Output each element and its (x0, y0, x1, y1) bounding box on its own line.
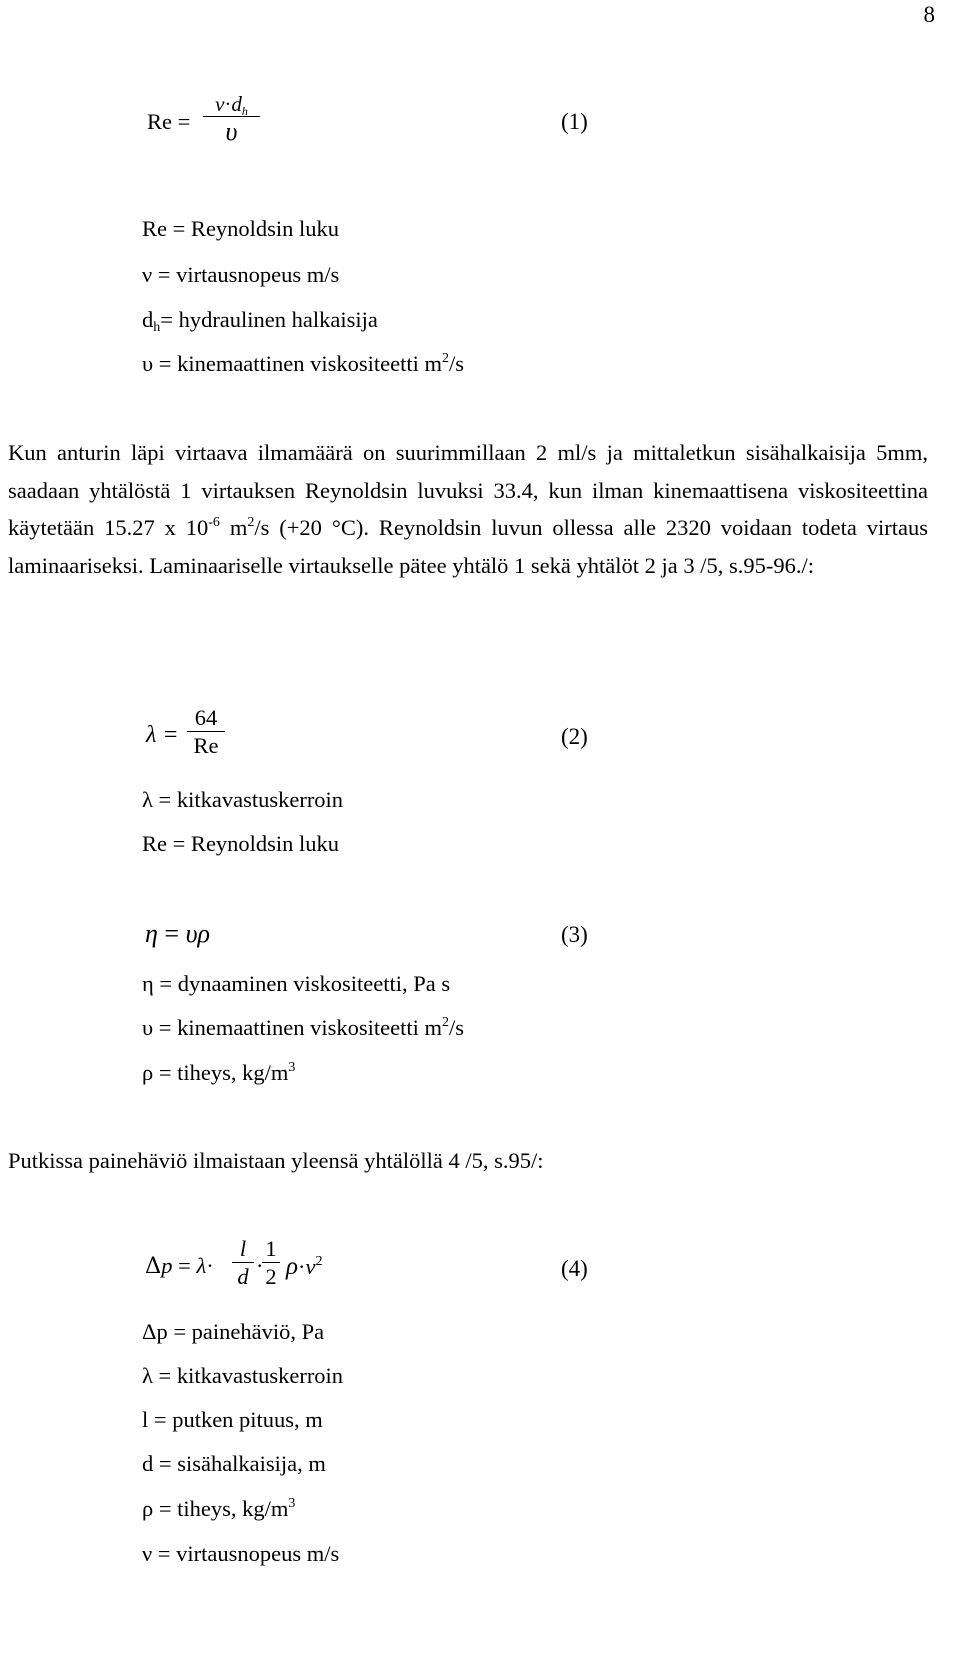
eq4-frac2-num: 1 (265, 1236, 277, 1261)
def1-hydraulic-diameter (142, 307, 378, 333)
eq4-frac1-den: d (237, 1264, 249, 1289)
def1-hd-pre: d (142, 307, 154, 332)
def4-velocity: ν = virtausnopeus m/s (142, 1541, 340, 1566)
def1-hd-sub: h (153, 320, 161, 335)
eq4-fraction-half (262, 1236, 280, 1291)
eq4-rho: ρ (286, 1253, 298, 1280)
eq3-number: (3) (561, 922, 588, 947)
eq1-fraction (203, 92, 260, 147)
def4-density (142, 1496, 295, 1522)
eq4-equals: = (178, 1253, 191, 1278)
eq4-lambda: λ (196, 1253, 207, 1278)
para1-part2: m (219, 515, 248, 540)
def1-re: Re = Reynoldsin luku (142, 216, 340, 241)
eq4-lhs (145, 1253, 214, 1279)
eq4-frac2-den: 2 (265, 1264, 277, 1289)
def4-density-sup: 3 (288, 1496, 296, 1511)
def1-hd-post: = hydraulinen halkaisija (160, 307, 378, 332)
page-number: 8 (923, 2, 935, 27)
para1-sup2: 2 (247, 515, 255, 530)
def1-kv-pre: υ = kinemaattinen viskositeetti m (142, 351, 443, 376)
def4-length: l = putken pituus, m (142, 1407, 323, 1432)
eq3-formula (145, 919, 210, 949)
def2-lambda: λ = kitkavastuskerroin (142, 787, 344, 812)
eq4-frac1-num: l (239, 1236, 247, 1261)
paragraph-pressure-loss: Putkissa painehäviö ilmaistaan yleensä yhtälöllä 4 /5, s.95/: (8, 1148, 544, 1173)
eq4-v: v (305, 1254, 316, 1279)
eq4-rhs (286, 1253, 323, 1281)
eq4-delta: Δ (145, 1253, 162, 1279)
eq3-eta: η (145, 919, 158, 948)
eq1-lhs: Re = (147, 109, 191, 134)
eq1-num-sub: h (241, 104, 248, 118)
def4-lambda: λ = kitkavastuskerroin (142, 1363, 344, 1388)
eq4-p: p (161, 1253, 173, 1278)
eq4-dot2: · (256, 1253, 264, 1278)
def2-re: Re = Reynoldsin luku (142, 831, 340, 856)
para1-part3: /s (+20 °C). Reynoldsin luvun ollessa alle 2320 voidaan todeta virtaus laminaariseksi. Laminaariselle virtaukselle pätee yhtälö 1 sekä yhtälöt 2 ja 3 /5, s.95-96./: (8, 515, 929, 578)
eq4-dot3: · (298, 1254, 306, 1279)
eq3-equals: = (164, 919, 180, 948)
eq4-fraction-l-over-d (232, 1236, 254, 1291)
eq1-num-v: v (215, 92, 225, 116)
def3-kv-post: /s (449, 1015, 465, 1040)
eq2-lhs: λ = (146, 722, 179, 748)
def3-kinematic-viscosity (142, 1015, 464, 1041)
para1-sup1: -6 (208, 515, 220, 530)
def1-kv-sup: 2 (442, 351, 450, 366)
def4-diameter: d = sisähalkaisija, m (142, 1451, 326, 1476)
def3-dynamic-viscosity: η = dynaaminen viskositeetti, Pa s (142, 971, 451, 996)
def3-density-pre: ρ = tiheys, kg/m (142, 1060, 289, 1085)
eq4-sup: 2 (315, 1254, 323, 1269)
def1-kv-post: /s (449, 351, 465, 376)
eq4-number: (4) (561, 1256, 588, 1281)
def4-density-pre: ρ = tiheys, kg/m (142, 1496, 289, 1521)
eq1-number: (1) (561, 109, 588, 134)
eq1-num-d: d (231, 92, 242, 116)
eq4-dot1: · (206, 1253, 214, 1278)
eq2-numerator: 64 (194, 705, 218, 730)
def3-kv-pre: υ = kinemaattinen viskositeetti m (142, 1015, 443, 1040)
eq1-denominator: υ (225, 117, 238, 146)
def3-kv-sup: 2 (442, 1015, 450, 1030)
def1-velocity: ν = virtausnopeus m/s (142, 262, 340, 287)
def1-kinematic-viscosity (142, 351, 464, 377)
eq2-fraction (187, 705, 225, 760)
paragraph-reynolds (8, 434, 928, 584)
eq1-numerator (203, 92, 260, 116)
def3-density (142, 1060, 295, 1086)
def4-pressure-loss: Δp = painehäviö, Pa (142, 1319, 325, 1344)
def3-density-sup: 3 (288, 1060, 296, 1075)
eq2-number: (2) (561, 724, 588, 749)
eq2-denominator: Re (193, 733, 219, 758)
para1-part1: Kun anturin läpi virtaava ilmamäärä on suurimmillaan 2 ml/s ja mittaletkun sisähalkaisija 5mm, saadaan yhtälöstä 1 virtauksen Reynoldsin luvuksi 33.4, kun ilman kinemaattisena viskositeettina käytetään 15.27 x 10 (8, 440, 928, 540)
eq3-rhs: υρ (185, 919, 210, 948)
eq1-num-dot: · (224, 92, 232, 116)
